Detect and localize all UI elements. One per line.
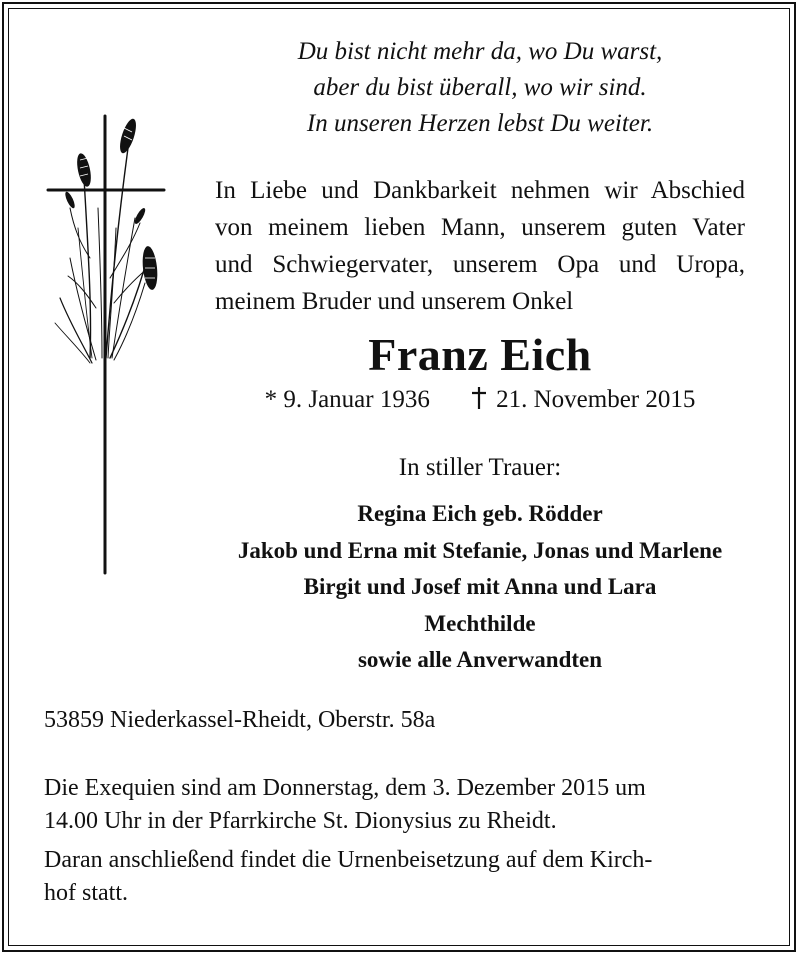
poem-line: Du bist nicht mehr da, wo Du warst, (297, 38, 663, 65)
service-line: 14.00 Uhr in der Pfarrkirche St. Dionysius zu Rheidt. (44, 808, 557, 834)
poem (215, 34, 745, 142)
poem-line: In unseren Herzen lebst Du weiter. (306, 110, 654, 137)
birth-date: * 9. Januar 1936 (264, 386, 430, 413)
burial-line: Daran anschließend findet die Urnenbeisetzung auf dem Kirch- (44, 847, 653, 873)
address: 53859 Niederkassel-Rheidt, Oberstr. 58a (44, 707, 436, 733)
mourner-line: Mechthilde (424, 610, 536, 636)
cross-icon (468, 386, 490, 410)
mourner-line: Birgit und Josef mit Anna und Lara (303, 574, 657, 599)
mourning-label: In stiller Trauer: (398, 454, 562, 481)
life-dates (215, 383, 745, 417)
mourner-line: sowie alle Anverwandten (357, 647, 603, 672)
burial-line: hof statt. (44, 880, 128, 906)
service-info (44, 772, 744, 910)
mourners-list (205, 496, 755, 679)
intro-line: von meinem lieben Mann, unserem guten Vater (215, 214, 745, 241)
intro-line: und Schwiegervater, unserem Opa und Uropa, (215, 251, 745, 278)
intro-line: meinem Bruder und unserem Onkel (215, 288, 574, 315)
intro-line: In Liebe und Dankbarkeit nehmen wir Abschied (215, 177, 745, 204)
mourner-line: Jakob und Erna mit Stefanie, Jonas und Marlene (237, 537, 723, 563)
poem-line: aber du bist überall, wo wir sind. (313, 74, 647, 101)
death-date: 21. November 2015 (496, 386, 696, 413)
service-line: Die Exequien sind am Donnerstag, dem 3. Dezember 2015 um (44, 775, 646, 801)
mourner-line: Regina Eich geb. Rödder (357, 501, 603, 526)
deceased-name: Franz Eich (368, 329, 592, 380)
intro-text (215, 172, 745, 320)
cross-with-wheat-icon (40, 108, 180, 588)
